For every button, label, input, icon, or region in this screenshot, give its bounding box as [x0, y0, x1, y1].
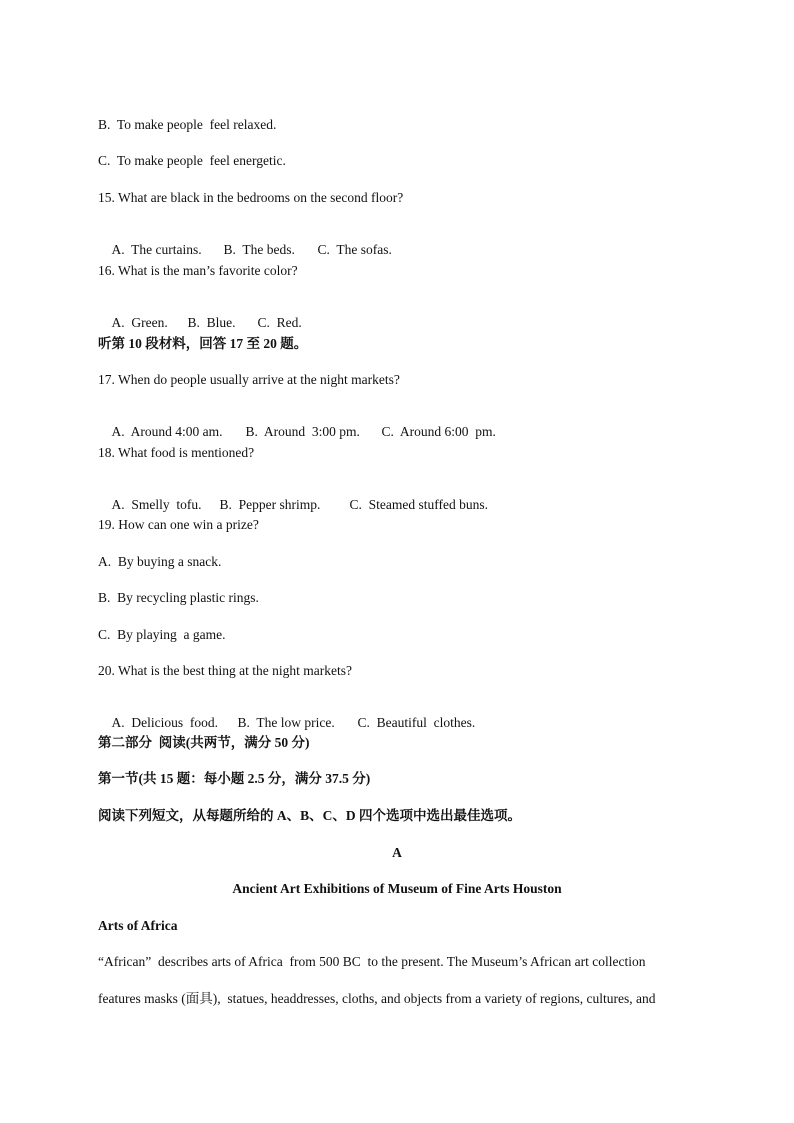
- q19-option-c: C. By playing a game.: [98, 627, 226, 642]
- paragraph-line: features masks (面具), statues, headdresses, cloths, and objects from a variety of regions, cultures, and: [98, 991, 656, 1006]
- q17-question: 17. When do people usually arrive at the night markets?: [98, 372, 400, 387]
- q18-option-b: B. Pepper shrimp.: [219, 497, 321, 512]
- q20-option-b: B. The low price.: [237, 715, 335, 730]
- q18-option-a: A. Smelly tofu.: [111, 497, 202, 512]
- paragraph-line: “African” describes arts of Africa from 500 BC to the present. The Museum’s African art collection: [98, 954, 646, 969]
- section10-heading: 听第 10 段材料，回答 17 至 20 题。: [98, 336, 308, 351]
- q14-option-b: B. To make people feel relaxed.: [98, 117, 277, 132]
- q15-option-a: A. The curtains.: [111, 242, 202, 257]
- q14-option-c: C. To make people feel energetic.: [98, 153, 286, 168]
- reading-instruction: 阅读下列短文，从每题所给的 A、B、C、D 四个选项中选出最佳选项。: [98, 808, 522, 823]
- part2-heading: 第二部分 阅读(共两节，满分 50 分): [98, 735, 310, 750]
- q19-option-a: A. By buying a snack.: [98, 554, 222, 569]
- q16-question: 16. What is the man’s favorite color?: [98, 263, 298, 278]
- q16-option-c: C. Red.: [257, 315, 302, 330]
- q20-option-a: A. Delicious food.: [111, 715, 218, 730]
- q20-question: 20. What is the best thing at the night markets?: [98, 663, 352, 678]
- q17-option-b: B. Around 3:00 pm.: [245, 424, 360, 439]
- section-subheading: Arts of Africa: [98, 918, 178, 933]
- q15-question: 15. What are black in the bedrooms on the second floor?: [98, 190, 404, 205]
- q18-option-c: C. Steamed stuffed buns.: [349, 497, 488, 512]
- q15-option-b: B. The beds.: [223, 242, 295, 257]
- q20-option-c: C. Beautiful clothes.: [357, 715, 476, 730]
- q16-option-b: B. Blue.: [187, 315, 236, 330]
- q19-question: 19. How can one win a prize?: [98, 517, 259, 532]
- q18-question: 18. What food is mentioned?: [98, 445, 255, 460]
- q17-option-a: A. Around 4:00 am.: [111, 424, 223, 439]
- passage-label: A: [392, 845, 402, 860]
- q17-option-c: C. Around 6:00 pm.: [381, 424, 496, 439]
- q15-option-c: C. The sofas.: [317, 242, 392, 257]
- q19-option-b: B. By recycling plastic rings.: [98, 590, 259, 605]
- q16-option-a: A. Green.: [111, 315, 168, 330]
- passage-title: Ancient Art Exhibitions of Museum of Fine Arts Houston: [232, 881, 562, 896]
- section1-heading: 第一节(共 15 题：每小题 2.5 分，满分 37.5 分): [98, 771, 371, 786]
